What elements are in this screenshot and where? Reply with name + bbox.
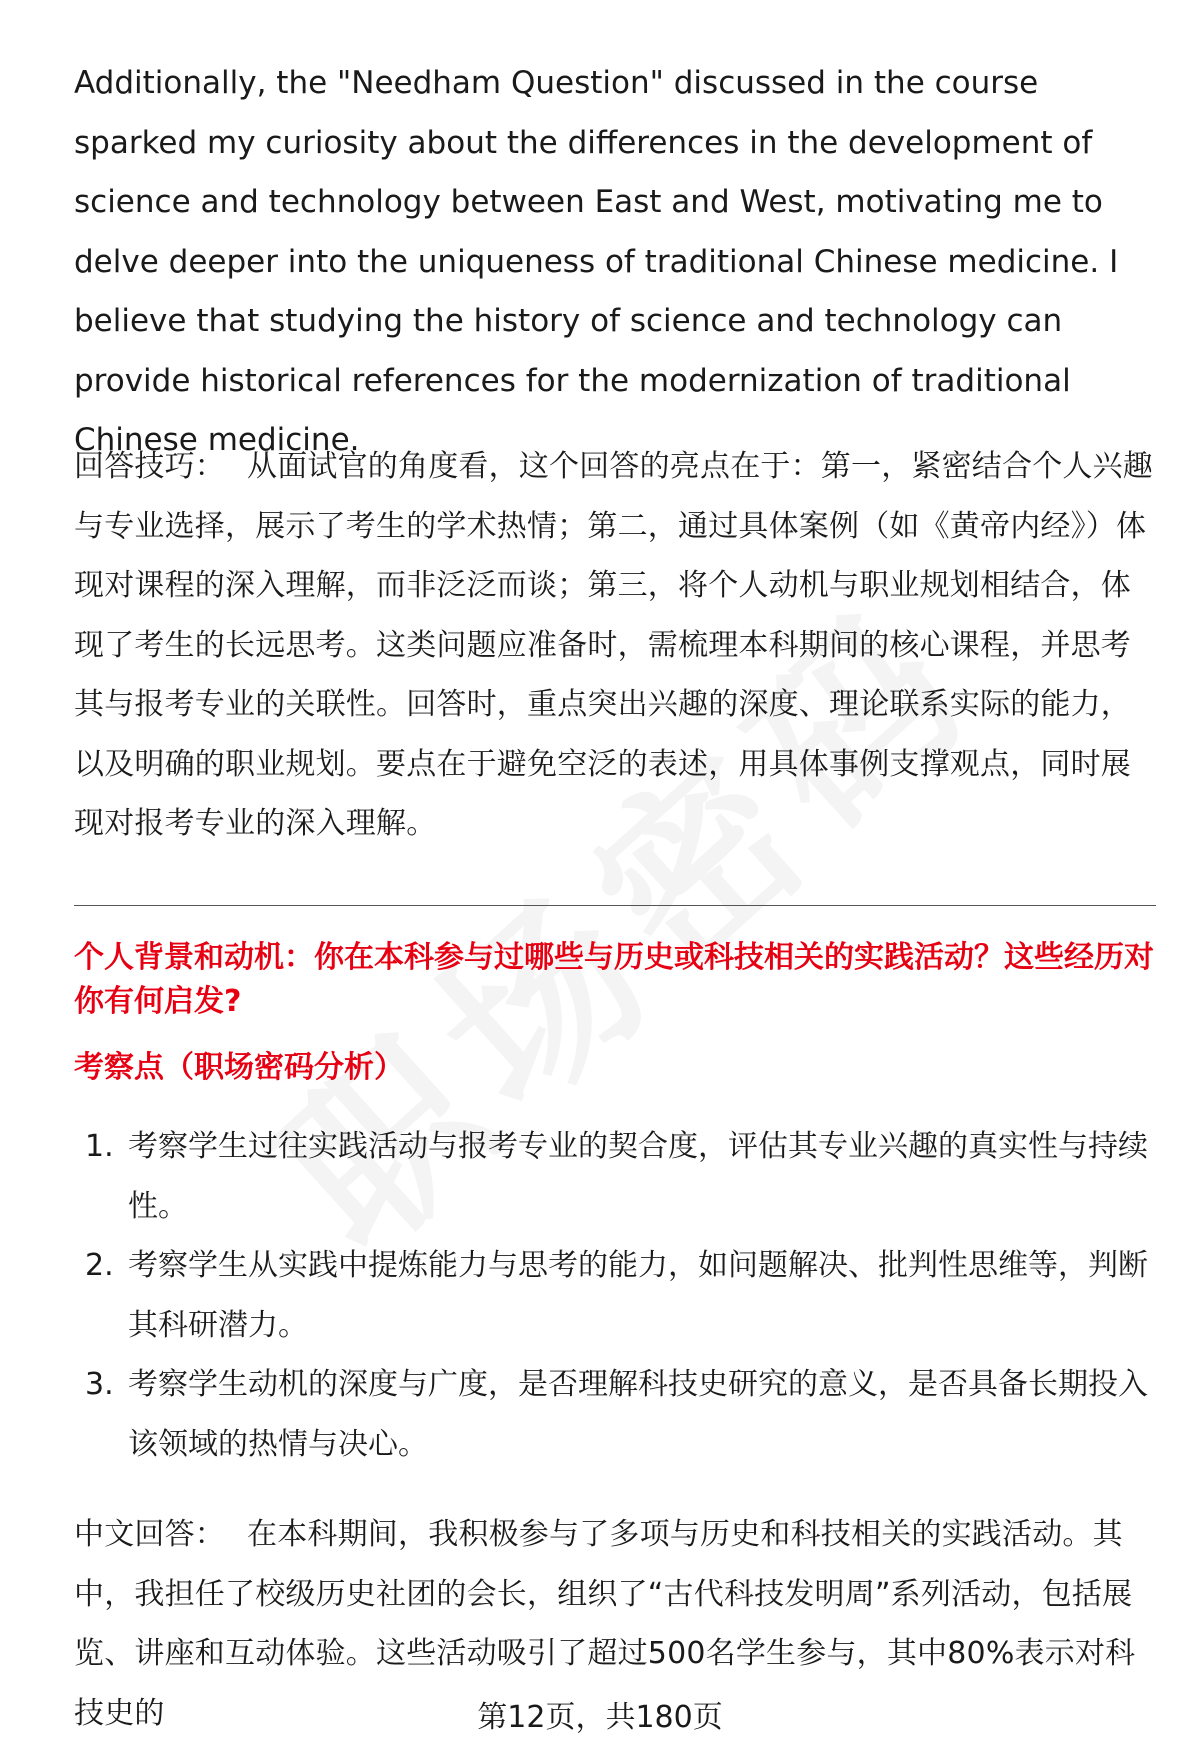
answer-tips-text: 从面试官的角度看，这个回答的亮点在于：第一，紧密结合个人兴趣与专业选择，展示了考生的学术热情；第二，通过具体案例（如《黄帝内经》）体现对课程的深入理解，而非泛泛而谈；第三，将个人动机与职业规划相结合，体现了考生的长远思考。这类问题应准备时，需梳理本科期间的核心课程，并思考其与报考专业的关联性。回答时，重点突出兴趣的深度、理论联系实际的能力，以及明确的职业规划。要点在于避免空泛的表述，用具体事例支撑观点，同时展现对报考专业的深入理解。 xyxy=(74,449,1153,841)
list-item-number: 1. xyxy=(85,1129,114,1164)
answer-tips-paragraph xyxy=(74,437,1154,854)
page-number-footer: 第12页，共180页 xyxy=(477,1700,723,1735)
answer-tips-section xyxy=(74,437,1154,854)
list-item xyxy=(74,1236,1156,1355)
section-divider xyxy=(74,905,1156,906)
focus-heading: 考察点（职场密码分析） xyxy=(74,1050,404,1085)
list-item xyxy=(74,1355,1156,1474)
chinese-answer-label: 中文回答： xyxy=(74,1517,225,1552)
list-item-number: 3. xyxy=(85,1367,114,1402)
list-item-text: 考察学生从实践中提炼能力与思考的能力，如问题解决、批判性思维等，判断其科研潜力。 xyxy=(128,1248,1148,1343)
list-item xyxy=(74,1117,1156,1236)
intro-paragraph: Additionally, the "Needham Question" discussed in the course sparked my curiosity about the differences in the development of science and technology between East and West, motivating me to delve deeper into the uniqueness of traditional Chinese medicine. I believe that studying the history of science and technology can provide historical references for the modernization of traditional Chinese medicine. xyxy=(74,65,1119,458)
focus-points-list xyxy=(74,1117,1156,1474)
list-item-number: 2. xyxy=(85,1248,114,1283)
list-item-text: 考察学生动机的深度与广度，是否理解科技史研究的意义，是否具备长期投入该领域的热情与决心。 xyxy=(128,1367,1148,1462)
list-item-text: 考察学生过往实践活动与报考专业的契合度，评估其专业兴趣的真实性与持续性。 xyxy=(128,1129,1148,1224)
answer-tips-label: 回答技巧： xyxy=(74,449,225,484)
question-heading: 个人背景和动机：你在本科参与过哪些与历史或科技相关的实践活动？这些经历对你有何启发? xyxy=(74,940,1154,1019)
chinese-answer-text: 在本科期间，我积极参与了多项与历史和科技相关的实践活动。其中，我担任了校级历史社团的会长，组织了“古代科技发明周”系列活动，包括展览、讲座和互动体验。这些活动吸引了超过500名学生参与，其中80%表示对科技史的 xyxy=(74,1517,1136,1731)
